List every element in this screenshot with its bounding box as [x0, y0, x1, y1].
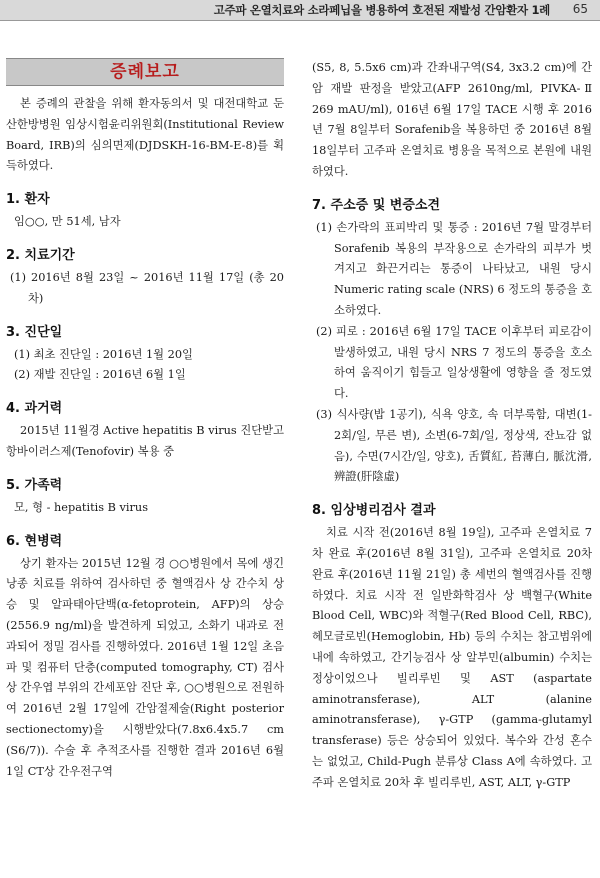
section-lab-body: 치료 시작 전(2016년 8월 19일), 고주파 온열치료 7차 완료 후(2016년 8월 31일), 고주파 온열치료 20차 완료 후(2016년 11월 21일) 총 세번의 혈액검사를 진행하였다. 치료 시작 전 일반화학검사 상 백혈구(White Blood Cell, WBC)와 적혈구(Red Blood Cell, RBC), 헤모글로빈(Hemoglobin, Hb) 등의 수치는 참고범위에 내에 속하였고, 간기능검사 상 알부민(albumin) 수치는 정상이었으나 빌리루빈 및 AST (aspartate aminotransferase), ALT (alanine aminotransferase), γ-GTP (gamma-glutamyl transferase) 등은 상승되어 있었다. 복수와 간성 혼수는 없었고, Child-Pugh 분류상 Class A에 속하였다. 고주파 온열치료 20차 후 빌리루빈, AST, ALT, γ-GTP	[312, 526, 592, 789]
intro-paragraph: 본 증례의 관찰을 위해 환자동의서 및 대전대학교 둔산한방병원 임상시험윤리위원회(Institutional Review Board, IRB)의 심의면제(DJDSKH-16-BM-E-8)를 획득하였다.	[6, 97, 284, 173]
section-present-illness-body: 상기 환자는 2015년 12월 경 ○○병원에서 목에 생긴 낭종 치료를 위하여 검사하던 중 혈액검사 상 간수치 상승 및 알파태아단백(α-fetoprotein, AFP)의 상승(2556.9 ng/ml)을 발견하게 되었고, 소화기 내과로 전과되어 정밀 검사를 진행하였다. 2016년 1월 12일 초음파 및 컴퓨터 단층(computed tomography, CT) 검사 상 간우엽 부위의 간세포암 진단 후, ○○병원으로 전원하여 2016년 2월 17일에 간암절제술(Right posterior sectionectomy)을 시행받았다(7.8x6.4x5.7 cm (S6/7)). 수술 후 추적조사를 진행한 결과 2016년 6월 1일 CT상 간우전구역	[6, 556, 284, 778]
section-patient-title: 1. 환자	[6, 192, 50, 208]
diagnosis-item-2: (2) 재발 진단일 : 2016년 6월 1일	[14, 368, 186, 382]
running-header	[0, 0, 600, 21]
page-number: 65	[572, 2, 588, 16]
present-illness-continued: (S5, 8, 5.5x6 cm)과 간좌내구역(S4, 3x3.2 cm)에 간암 재발 판정을 받았고(AFP 2610ng/ml, PIVKA-Ⅱ 269 mAU/ml), 016년 6월 17일 TACE 시행 후 2016년 7월 8일부터 Sorafenib을 복용하던 중 2016년 8월 18일부터 고주파 온열치료 병용을 목적으로 본원에 내원하였다.	[312, 61, 592, 178]
running-title: 고주파 온열치료와 소라페닙을 병용하여 호전된 재발성 간암환자 1례	[213, 3, 550, 17]
section-history-title: 4. 과거력	[6, 401, 63, 417]
section-patient-body: 임○○, 만 51세, 남자	[14, 215, 121, 229]
complaint-item-3: (3) 식사량(밥 1공기), 식욕 양호, 속 더부룩함, 대변(1-2회/일, 무른 변), 소변(6-7회/일, 정상색, 잔뇨감 없음), 수면(7시간/일, 양호), 舌質紅, 苔薄白, 脈沈滑, 辨證(肝陰虛)	[316, 407, 592, 484]
section-history-body: 2015년 11월경 Active hepatitis B virus 진단받고 항바이러스제(Tenofovir) 복용 중	[6, 424, 284, 458]
section-present-illness-title: 6. 현병력	[6, 533, 63, 549]
complaint-item-2: (2) 피로 : 2016년 6월 17일 TACE 이후부터 피로감이 발생하였고, 내원 당시 NRS 7 정도의 통증을 호소하여 움직이기 힘들고 일상생활에 영향을 줄 정도였다.	[316, 324, 592, 401]
left-column	[6, 58, 284, 782]
section-family-body: 모, 형 - hepatitis B virus	[14, 500, 148, 514]
section-period-title: 2. 치료기간	[6, 247, 75, 263]
section-lab-title: 8. 임상병리검사 결과	[312, 503, 436, 519]
section-family-title: 5. 가족력	[6, 477, 63, 493]
section-complaint-title: 7. 주소증 및 변증소견	[312, 197, 441, 213]
diagnosis-item-1: (1) 최초 진단일 : 2016년 1월 20일	[14, 347, 193, 361]
section-period-body: (1) 2016년 8월 23일 ~ 2016년 11월 17일 (총 20차)	[10, 270, 284, 305]
right-column	[312, 58, 592, 794]
section-banner: 증례보고	[6, 58, 284, 86]
complaint-item-1: (1) 손가락의 표피박리 및 통증 : 2016년 7월 말경부터 Sorafenib 복용의 부작용으로 손가락의 피부가 벗겨지고 화끈거리는 통증이 나타났고, 내원 당시 Numeric rating scale (NRS) 6 정도의 통증을 호소하였다.	[316, 220, 592, 317]
section-diagnosis-title: 3. 진단일	[6, 324, 63, 340]
